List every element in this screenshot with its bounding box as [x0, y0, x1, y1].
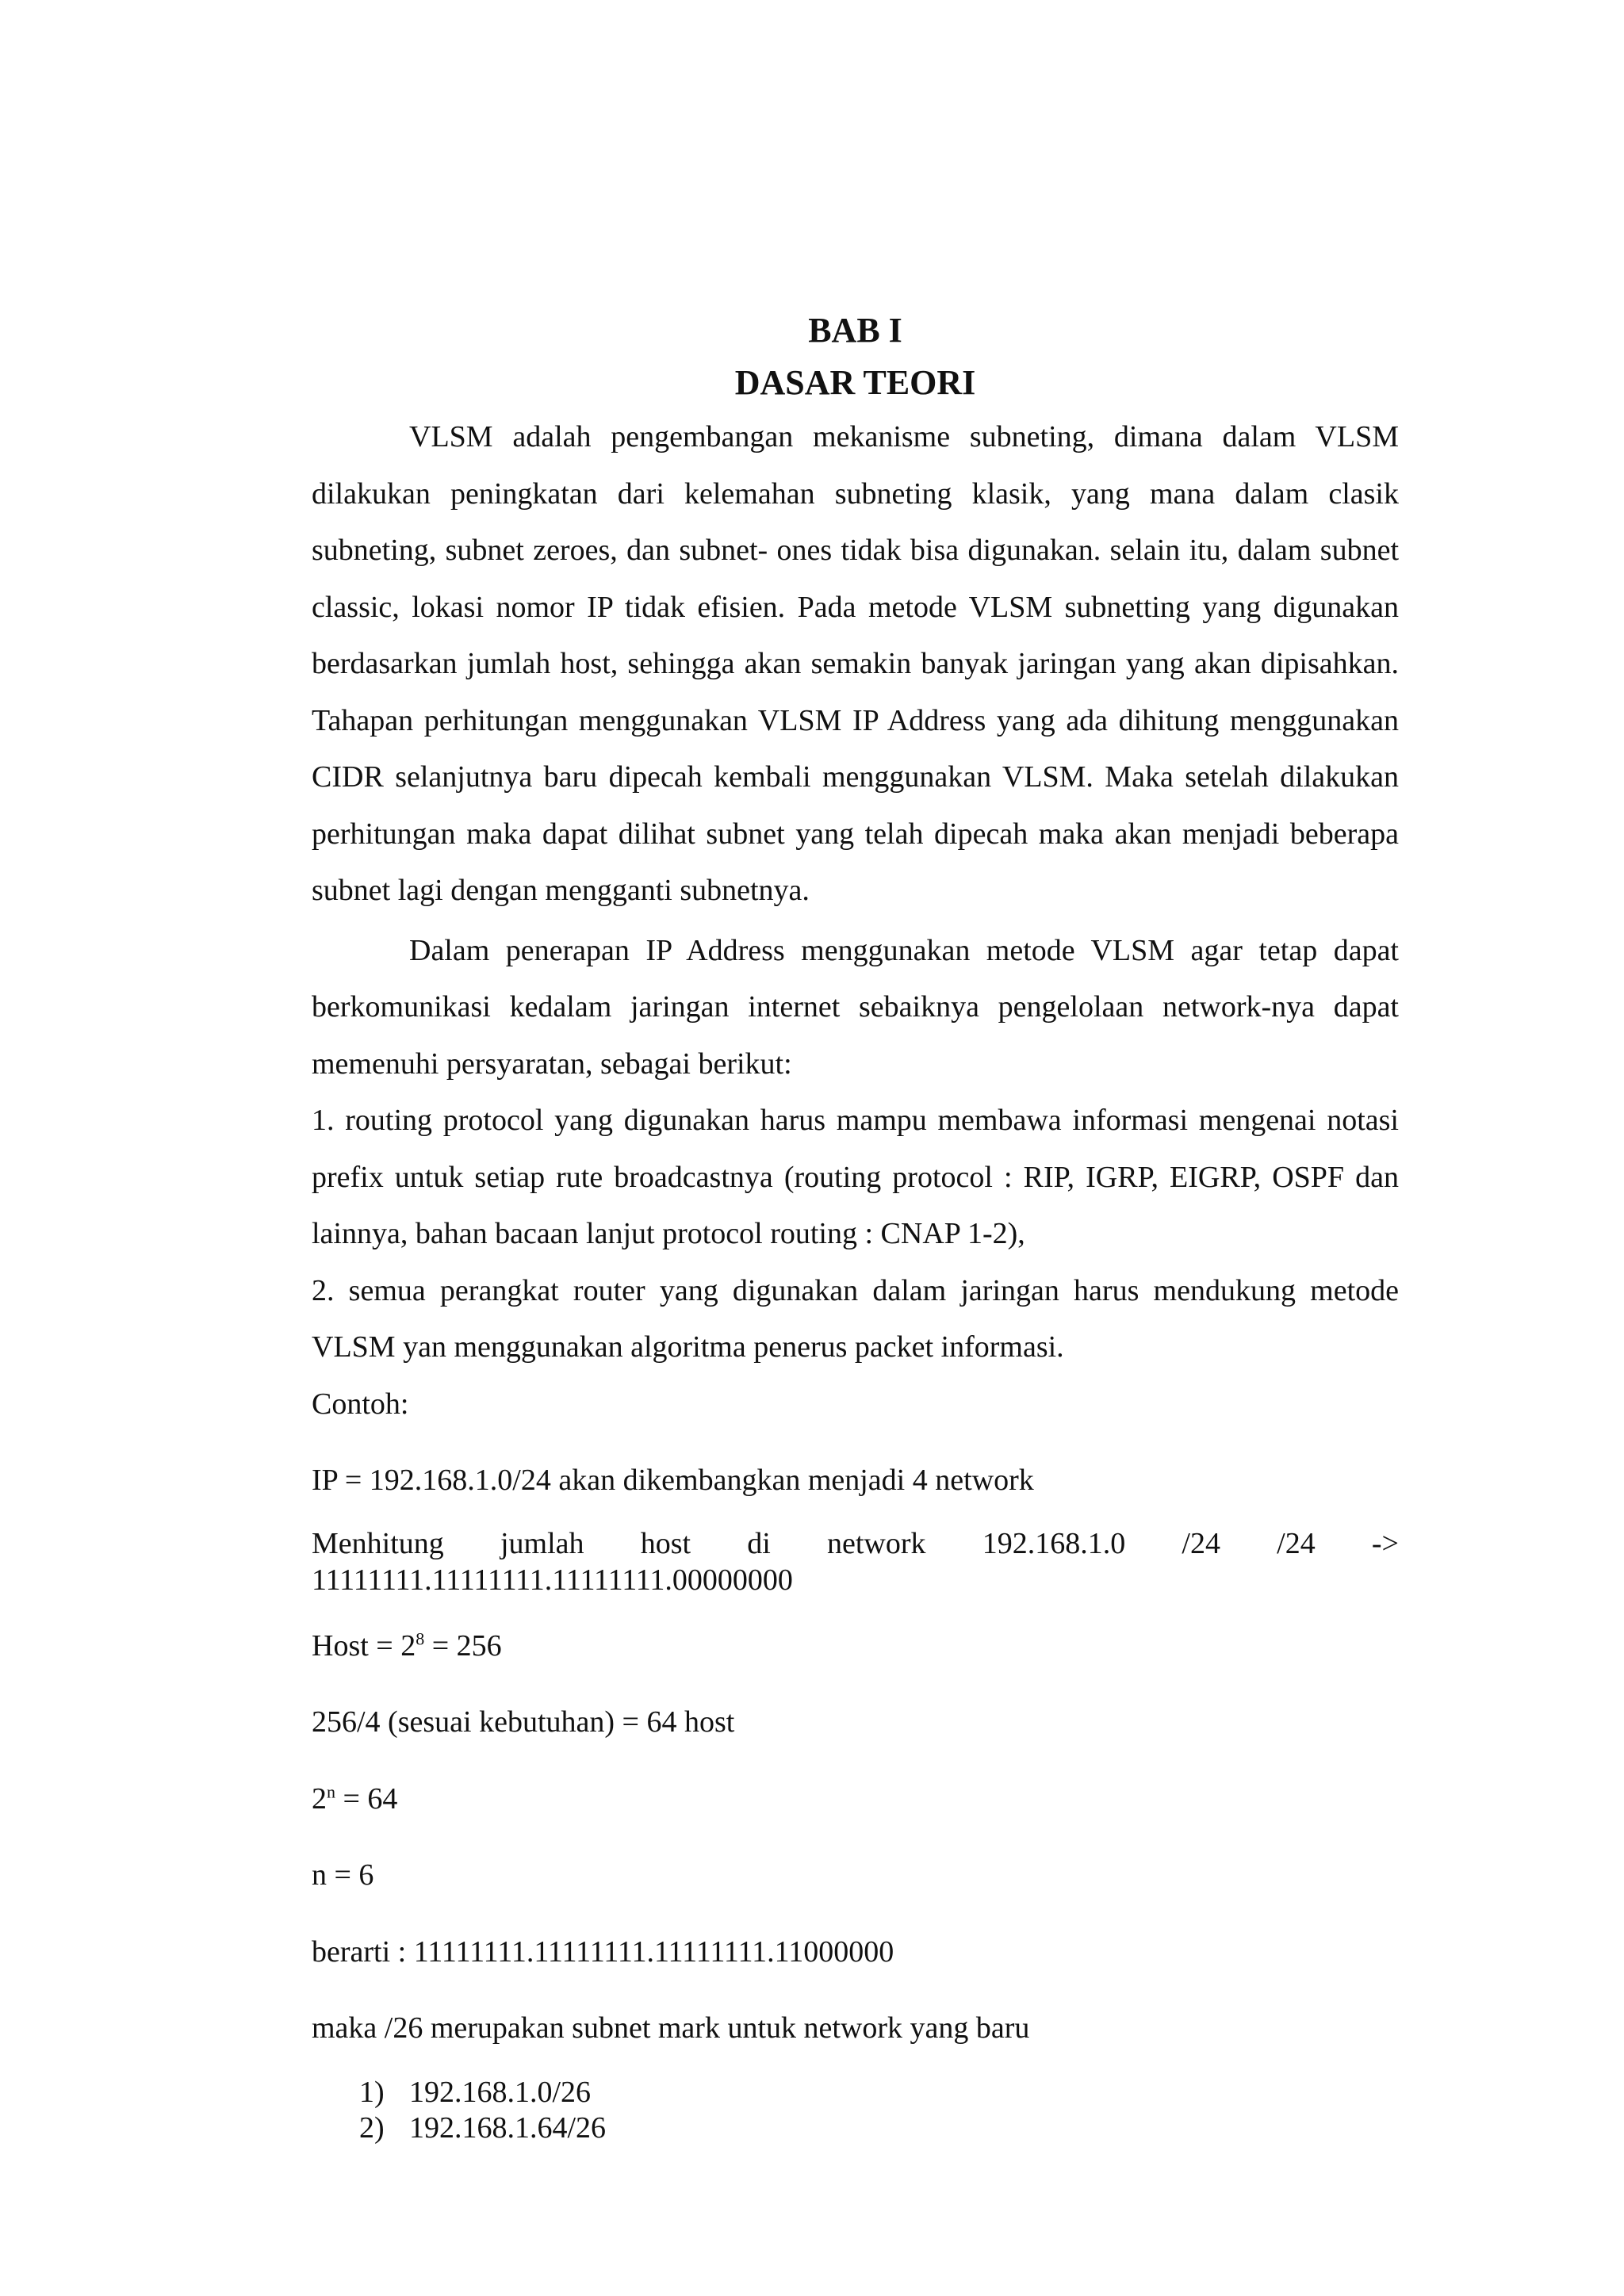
n-value-line: n = 6 — [312, 1858, 374, 1892]
host-formula-line — [312, 1618, 1399, 1675]
paragraph-vlsm-requirements-intro: Dalam penerapan IP Address menggunakan metode VLSM agar tetap dapat berkomunikasi kedalam jaringan internet sebaiknya pengelolaan network-nya dapat memenuhi persyaratan, sebagai berikut: — [312, 933, 1399, 1081]
example-label: Contoh: — [312, 1387, 409, 1421]
host-count-word: /24 — [1277, 1526, 1316, 1560]
paragraph-vlsm-definition: VLSM adalah pengembangan mekanisme subneting, dimana dalam VLSM dilakukan peningkatan dari kelemahan subneting klasik, yang mana dalam clasik subneting, subnet zeroes, dan subnet- ones tidak bisa digunakan. selain itu, dalam subnet classic, lokasi nomor IP tidak efisien. Pada metode VLSM subnetting yang digunakan berdasarkan jumlah host, sehingga akan semakin banyak jaringan yang akan dipisahkan. Tahapan perhitungan menggunakan VLSM IP Address yang ada dihitung menggunakan CIDR selanjutnya baru dipecah kembali menggunakan VLSM. Maka setelah dilakukan perhitungan maka dapat dilihat subnet yang telah dipecah maka akan menjadi beberapa subnet lagi dengan mengganti subnetnya. — [312, 420, 1399, 907]
chapter-title: DASAR TEORI — [734, 363, 976, 402]
power-exponent: n — [327, 1781, 335, 1801]
list-item — [312, 2110, 1399, 2146]
host-count-word: host — [640, 1526, 691, 1560]
requirement-item-2: 2. semua perangkat router yang digunakan dalam jaringan harus mendukung metode VLSM yan menggunakan algoritma penerus packet informasi. — [312, 1273, 1399, 1364]
chapter-number: BAB I — [808, 311, 902, 350]
page-content — [312, 304, 1399, 2146]
example-ip-line: IP = 192.168.1.0/24 akan dikembangkan menjadi 4 network — [312, 1464, 1034, 1497]
host-count-line — [312, 1525, 1399, 1598]
power-suffix: = 64 — [335, 1781, 398, 1816]
host-count-binary: 11111111.11111111.11111111.00000000 — [312, 1563, 793, 1597]
subnet-list — [312, 2075, 1399, 2146]
subnet-value: 192.168.1.64/26 — [409, 2110, 607, 2145]
berarti-line: berarti : 11111111.11111111.11111111.11000000 — [312, 1934, 894, 1969]
new-subnet-mask-line: maka /26 merupakan subnet mark untuk network yang baru — [312, 2011, 1030, 2045]
subnet-number: 2) — [359, 2110, 385, 2145]
host-formula-suffix: = 256 — [424, 1628, 502, 1663]
host-count-word: 192.168.1.0 — [982, 1526, 1126, 1560]
requirement-item-1: 1. routing protocol yang digunakan harus mampu membawa informasi mengenai notasi prefix untuk setiap rute broadcastnya (routing protocol : RIP, IGRP, EIGRP, OSPF dan lainnya, bahan bacaan lanjut protocol routing : CNAP 1-2), — [312, 1104, 1399, 1250]
host-count-word: Menhitung — [312, 1526, 444, 1560]
host-count-word: di — [747, 1526, 771, 1560]
host-count-word: jumlah — [500, 1526, 584, 1560]
host-count-word: /24 — [1182, 1526, 1220, 1560]
host-count-word: -> — [1371, 1526, 1399, 1560]
power-line — [312, 1771, 1399, 1828]
subnet-number: 1) — [359, 2075, 385, 2109]
subnet-value: 192.168.1.0/26 — [409, 2075, 592, 2109]
host-count-words — [312, 1525, 1399, 1562]
power-base: 2 — [312, 1781, 327, 1816]
host-formula-exponent: 8 — [416, 1628, 425, 1648]
division-line: 256/4 (sesuai kebutuhan) = 64 host — [312, 1705, 735, 1739]
host-count-word: network — [827, 1526, 926, 1560]
list-item — [312, 2075, 1399, 2110]
host-formula-prefix: Host = 2 — [312, 1628, 416, 1663]
